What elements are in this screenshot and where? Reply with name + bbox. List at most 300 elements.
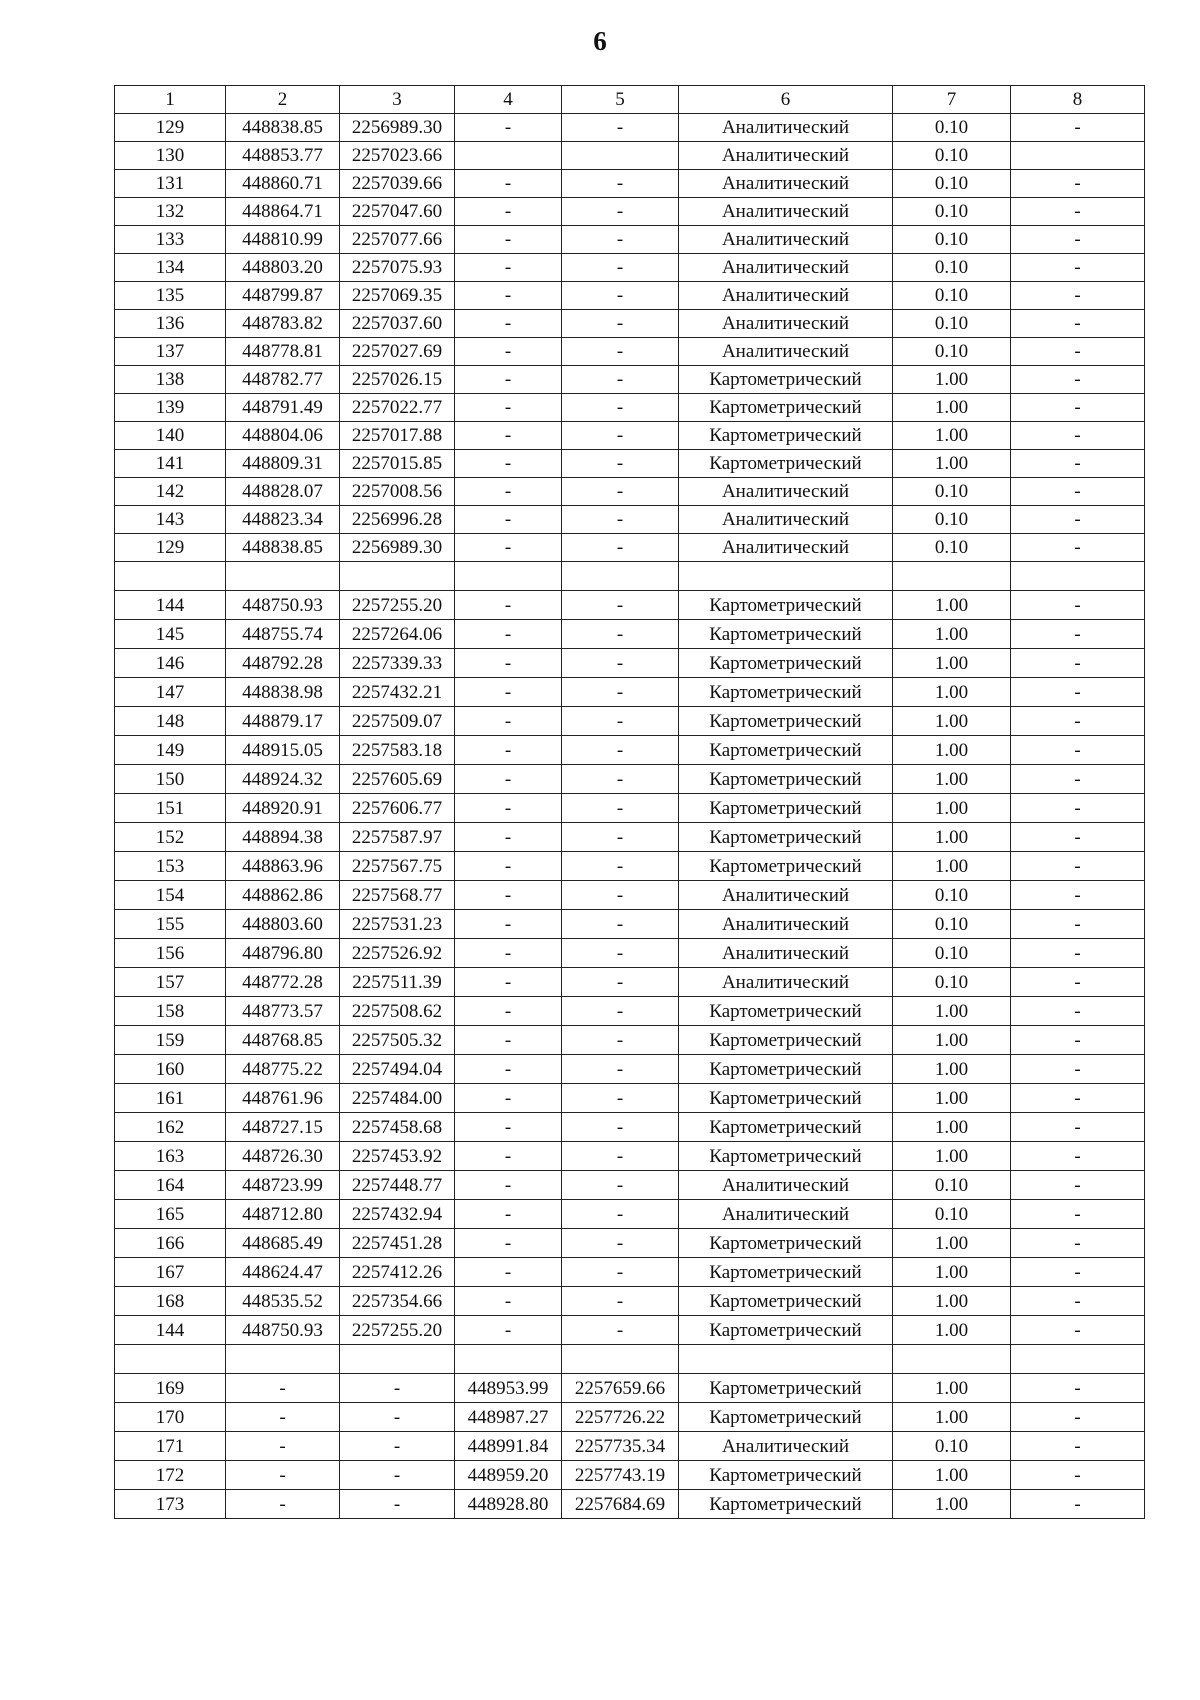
- table-cell: 2257583.18: [340, 736, 455, 765]
- table-cell: Картометрический: [679, 1055, 893, 1084]
- table-cell: -: [455, 939, 562, 968]
- table-cell: 154: [115, 881, 226, 910]
- table-cell: 158: [115, 997, 226, 1026]
- table-cell: 0.10: [893, 282, 1011, 310]
- table-cell: -: [562, 198, 679, 226]
- table-cell: 2257075.93: [340, 254, 455, 282]
- table-cell: 448953.99: [455, 1374, 562, 1403]
- table-cell: -: [455, 254, 562, 282]
- table-cell: -: [562, 170, 679, 198]
- table-cell: -: [562, 254, 679, 282]
- table-cell: Аналитический: [679, 198, 893, 226]
- table-cell: -: [1011, 114, 1145, 142]
- table-cell: 2257508.62: [340, 997, 455, 1026]
- table-cell: Картометрический: [679, 450, 893, 478]
- table-cell: 144: [115, 1316, 226, 1345]
- table-cell: -: [226, 1374, 340, 1403]
- table-cell: 448987.27: [455, 1403, 562, 1432]
- table-cell: 2257659.66: [562, 1374, 679, 1403]
- table-cell: -: [562, 450, 679, 478]
- table-cell: -: [1011, 1403, 1145, 1432]
- table-cell: -: [562, 1229, 679, 1258]
- table-cell: 161: [115, 1084, 226, 1113]
- table-cell: 150: [115, 765, 226, 794]
- table-cell: 1.00: [893, 1258, 1011, 1287]
- table-cell: 172: [115, 1461, 226, 1490]
- table-cell: -: [562, 422, 679, 450]
- table-cell: Картометрический: [679, 620, 893, 649]
- table-cell: 159: [115, 1026, 226, 1055]
- table-cell: 151: [115, 794, 226, 823]
- table-cell: 2257077.66: [340, 226, 455, 254]
- table-cell: -: [340, 1461, 455, 1490]
- table-cell: 148: [115, 707, 226, 736]
- table-cell: -: [455, 678, 562, 707]
- table-cell: Аналитический: [679, 254, 893, 282]
- table-cell: -: [1011, 765, 1145, 794]
- table-row: [115, 1461, 1145, 1490]
- table-cell: -: [1011, 366, 1145, 394]
- table-cell: Картометрический: [679, 997, 893, 1026]
- table-cell: 2257735.34: [562, 1432, 679, 1461]
- table-cell: 448726.30: [226, 1142, 340, 1171]
- table-row: [115, 170, 1145, 198]
- table-cell: 138: [115, 366, 226, 394]
- table-cell: -: [562, 534, 679, 562]
- table-cell: -: [1011, 997, 1145, 1026]
- table-cell: 448915.05: [226, 736, 340, 765]
- column-header: 8: [1011, 86, 1145, 114]
- table-cell: Картометрический: [679, 1403, 893, 1432]
- table-row: [115, 1316, 1145, 1345]
- table-cell: -: [562, 997, 679, 1026]
- column-header: 3: [340, 86, 455, 114]
- table-cell: 156: [115, 939, 226, 968]
- table-cell: 1.00: [893, 620, 1011, 649]
- table-cell: [1011, 1345, 1145, 1374]
- table-row: [115, 620, 1145, 649]
- table-cell: -: [455, 794, 562, 823]
- table-cell: -: [1011, 198, 1145, 226]
- table-cell: 1.00: [893, 366, 1011, 394]
- table-cell: Аналитический: [679, 910, 893, 939]
- table-cell: 160: [115, 1055, 226, 1084]
- table-cell: -: [1011, 1316, 1145, 1345]
- table-row: [115, 450, 1145, 478]
- table-cell: Аналитический: [679, 338, 893, 366]
- table-cell: 170: [115, 1403, 226, 1432]
- table-cell: 1.00: [893, 591, 1011, 620]
- table-row: [115, 939, 1145, 968]
- table-cell: 2257453.92: [340, 1142, 455, 1171]
- table-cell: Аналитический: [679, 1432, 893, 1461]
- table-cell: -: [1011, 881, 1145, 910]
- table-cell: 2257255.20: [340, 591, 455, 620]
- table-spacer-row: [115, 1345, 1145, 1374]
- table-cell: [340, 1345, 455, 1374]
- table-cell: 129: [115, 534, 226, 562]
- table-row: [115, 910, 1145, 939]
- table-cell: 2257023.66: [340, 142, 455, 170]
- table-cell: Картометрический: [679, 1316, 893, 1345]
- table-row: [115, 506, 1145, 534]
- table-cell: 1.00: [893, 649, 1011, 678]
- table-cell: 2257022.77: [340, 394, 455, 422]
- table-cell: Картометрический: [679, 394, 893, 422]
- table-cell: 135: [115, 282, 226, 310]
- table-cell: -: [562, 1171, 679, 1200]
- table-cell: Картометрический: [679, 1490, 893, 1519]
- table-cell: Картометрический: [679, 1229, 893, 1258]
- table-cell: 0.10: [893, 1171, 1011, 1200]
- table-cell: Аналитический: [679, 881, 893, 910]
- table-cell: -: [455, 198, 562, 226]
- table-cell: Картометрический: [679, 591, 893, 620]
- table-cell: -: [1011, 1200, 1145, 1229]
- table-cell: 2257484.00: [340, 1084, 455, 1113]
- table-cell: -: [1011, 1113, 1145, 1142]
- table-cell: -: [455, 736, 562, 765]
- table-cell: 1.00: [893, 765, 1011, 794]
- table-cell: 162: [115, 1113, 226, 1142]
- table-cell: 448809.31: [226, 450, 340, 478]
- table-cell: 448773.57: [226, 997, 340, 1026]
- table-cell: 448791.49: [226, 394, 340, 422]
- table-cell: -: [1011, 534, 1145, 562]
- table-cell: 139: [115, 394, 226, 422]
- table-cell: 133: [115, 226, 226, 254]
- table-cell: 0.10: [893, 968, 1011, 997]
- table-cell: 163: [115, 1142, 226, 1171]
- table-cell: -: [562, 1316, 679, 1345]
- table-cell: -: [340, 1403, 455, 1432]
- table-cell: 448750.93: [226, 1316, 340, 1345]
- table-cell: Картометрический: [679, 1461, 893, 1490]
- table-cell: Картометрический: [679, 1026, 893, 1055]
- table-cell: 1.00: [893, 1374, 1011, 1403]
- table-cell: 1.00: [893, 1490, 1011, 1519]
- column-header: 4: [455, 86, 562, 114]
- table-cell: 130: [115, 142, 226, 170]
- table-row: [115, 649, 1145, 678]
- table-cell: 448712.80: [226, 1200, 340, 1229]
- table-cell: 0.10: [893, 939, 1011, 968]
- table-cell: 448803.20: [226, 254, 340, 282]
- table-cell: 2257008.56: [340, 478, 455, 506]
- table-row: [115, 366, 1145, 394]
- table-cell: -: [1011, 226, 1145, 254]
- table-cell: Картометрический: [679, 1084, 893, 1113]
- table-cell: -: [455, 910, 562, 939]
- table-row: [115, 282, 1145, 310]
- table-cell: -: [455, 1055, 562, 1084]
- table-row: [115, 1490, 1145, 1519]
- table-cell: 448991.84: [455, 1432, 562, 1461]
- table-cell: 140: [115, 422, 226, 450]
- table-cell: 149: [115, 736, 226, 765]
- table-cell: 2257509.07: [340, 707, 455, 736]
- table-cell: 141: [115, 450, 226, 478]
- table-cell: 448792.28: [226, 649, 340, 678]
- table-cell: 448761.96: [226, 1084, 340, 1113]
- column-header: 2: [226, 86, 340, 114]
- table-cell: 2256996.28: [340, 506, 455, 534]
- table-cell: [340, 562, 455, 591]
- table-cell: 448768.85: [226, 1026, 340, 1055]
- table-cell: -: [562, 1055, 679, 1084]
- table-cell: 1.00: [893, 1142, 1011, 1171]
- coordinates-table: [114, 85, 1145, 1519]
- table-cell: 448782.77: [226, 366, 340, 394]
- table-cell: -: [562, 506, 679, 534]
- table-row: [115, 226, 1145, 254]
- table-cell: -: [1011, 1055, 1145, 1084]
- table-cell: -: [562, 823, 679, 852]
- table-cell: Аналитический: [679, 226, 893, 254]
- table-cell: -: [1011, 1084, 1145, 1113]
- table-cell: -: [562, 1258, 679, 1287]
- table-cell: 2257432.94: [340, 1200, 455, 1229]
- table-cell: -: [562, 910, 679, 939]
- table-cell: [893, 1345, 1011, 1374]
- table-cell: Картометрический: [679, 823, 893, 852]
- table-cell: Картометрический: [679, 1142, 893, 1171]
- table-row: [115, 1258, 1145, 1287]
- table-cell: -: [455, 707, 562, 736]
- table-cell: -: [455, 968, 562, 997]
- table-cell: 448928.80: [455, 1490, 562, 1519]
- table-cell: -: [1011, 910, 1145, 939]
- table-row: [115, 1229, 1145, 1258]
- table-cell: 2257026.15: [340, 366, 455, 394]
- table-cell: -: [455, 852, 562, 881]
- table-cell: -: [1011, 649, 1145, 678]
- table-cell: 2257412.26: [340, 1258, 455, 1287]
- table-cell: -: [562, 310, 679, 338]
- table-cell: -: [1011, 591, 1145, 620]
- table-cell: 1.00: [893, 450, 1011, 478]
- table-cell: Аналитический: [679, 506, 893, 534]
- table-cell: -: [1011, 282, 1145, 310]
- table-cell: 1.00: [893, 1403, 1011, 1432]
- table-cell: -: [1011, 310, 1145, 338]
- table-header-row: [115, 86, 1145, 114]
- table-cell: -: [562, 1287, 679, 1316]
- table-cell: -: [455, 114, 562, 142]
- table-cell: Аналитический: [679, 939, 893, 968]
- table-row: [115, 142, 1145, 170]
- table-cell: 448775.22: [226, 1055, 340, 1084]
- table-cell: 152: [115, 823, 226, 852]
- table-cell: -: [562, 649, 679, 678]
- table-cell: [562, 1345, 679, 1374]
- table-cell: 0.10: [893, 534, 1011, 562]
- table-row: [115, 254, 1145, 282]
- table-cell: 131: [115, 170, 226, 198]
- table-cell: [562, 562, 679, 591]
- table-cell: 165: [115, 1200, 226, 1229]
- table-cell: 0.10: [893, 338, 1011, 366]
- table-cell: 0.10: [893, 114, 1011, 142]
- table-cell: [1011, 142, 1145, 170]
- table-cell: 2257568.77: [340, 881, 455, 910]
- table-cell: 448772.28: [226, 968, 340, 997]
- table-cell: Картометрический: [679, 678, 893, 707]
- table-cell: 1.00: [893, 1461, 1011, 1490]
- table-cell: 448804.06: [226, 422, 340, 450]
- table-cell: 2257047.60: [340, 198, 455, 226]
- table-cell: -: [1011, 1026, 1145, 1055]
- table-cell: -: [562, 678, 679, 707]
- table-cell: Картометрический: [679, 1287, 893, 1316]
- table-cell: Картометрический: [679, 366, 893, 394]
- column-header: 5: [562, 86, 679, 114]
- table-cell: -: [562, 1084, 679, 1113]
- table-cell: 448864.71: [226, 198, 340, 226]
- table-cell: -: [1011, 254, 1145, 282]
- table-cell: 2257039.66: [340, 170, 455, 198]
- table-cell: 2257726.22: [562, 1403, 679, 1432]
- table-cell: [226, 562, 340, 591]
- table-cell: -: [562, 852, 679, 881]
- table-cell: Аналитический: [679, 968, 893, 997]
- table-cell: 129: [115, 114, 226, 142]
- table-cell: 169: [115, 1374, 226, 1403]
- table-cell: 2257264.06: [340, 620, 455, 649]
- table-cell: 1.00: [893, 823, 1011, 852]
- table-cell: 1.00: [893, 1316, 1011, 1345]
- table-row: [115, 823, 1145, 852]
- table-cell: -: [562, 478, 679, 506]
- table-spacer-row: [115, 562, 1145, 591]
- table-cell: 2257511.39: [340, 968, 455, 997]
- table-cell: -: [1011, 1229, 1145, 1258]
- table-cell: 1.00: [893, 1026, 1011, 1055]
- table-cell: Картометрический: [679, 736, 893, 765]
- table-cell: -: [455, 422, 562, 450]
- table-cell: 448723.99: [226, 1171, 340, 1200]
- table-cell: 2257526.92: [340, 939, 455, 968]
- table-cell: -: [562, 939, 679, 968]
- table-cell: -: [1011, 939, 1145, 968]
- table-cell: 132: [115, 198, 226, 226]
- table-cell: -: [1011, 968, 1145, 997]
- table-cell: 145: [115, 620, 226, 649]
- table-cell: 1.00: [893, 852, 1011, 881]
- table-cell: -: [340, 1432, 455, 1461]
- table-cell: -: [1011, 1490, 1145, 1519]
- table-cell: Картометрический: [679, 765, 893, 794]
- table-row: [115, 1055, 1145, 1084]
- table-cell: -: [455, 226, 562, 254]
- table-cell: 448894.38: [226, 823, 340, 852]
- table-cell: 2257255.20: [340, 1316, 455, 1345]
- table-cell: -: [1011, 823, 1145, 852]
- table-row: [115, 1084, 1145, 1113]
- table-cell: 2257015.85: [340, 450, 455, 478]
- table-cell: 2257684.69: [562, 1490, 679, 1519]
- table-cell: 137: [115, 338, 226, 366]
- table-cell: -: [1011, 338, 1145, 366]
- table-cell: 2257505.32: [340, 1026, 455, 1055]
- table-cell: -: [455, 310, 562, 338]
- table-cell: -: [455, 881, 562, 910]
- table-cell: -: [562, 881, 679, 910]
- table-cell: -: [1011, 1432, 1145, 1461]
- table-cell: -: [1011, 394, 1145, 422]
- table-cell: 2257027.69: [340, 338, 455, 366]
- table-cell: Аналитический: [679, 170, 893, 198]
- table-cell: Картометрический: [679, 649, 893, 678]
- table-cell: 448796.80: [226, 939, 340, 968]
- table-cell: Картометрический: [679, 707, 893, 736]
- table-cell: -: [1011, 736, 1145, 765]
- table-cell: -: [562, 1026, 679, 1055]
- table-cell: -: [562, 394, 679, 422]
- table-cell: -: [455, 338, 562, 366]
- table-cell: [679, 1345, 893, 1374]
- table-cell: Аналитический: [679, 1171, 893, 1200]
- table-cell: 448783.82: [226, 310, 340, 338]
- table-cell: 1.00: [893, 1113, 1011, 1142]
- table-cell: -: [1011, 170, 1145, 198]
- table-cell: -: [226, 1461, 340, 1490]
- table-row: [115, 678, 1145, 707]
- table-row: [115, 1026, 1145, 1055]
- table-cell: -: [340, 1374, 455, 1403]
- table-cell: 0.10: [893, 170, 1011, 198]
- table-row: [115, 1287, 1145, 1316]
- table-cell: 166: [115, 1229, 226, 1258]
- table-cell: 0.10: [893, 881, 1011, 910]
- table-cell: 448799.87: [226, 282, 340, 310]
- table-cell: 147: [115, 678, 226, 707]
- table-cell: Картометрический: [679, 1113, 893, 1142]
- table-row: [115, 1432, 1145, 1461]
- table-cell: 448828.07: [226, 478, 340, 506]
- table-cell: -: [455, 649, 562, 678]
- table-row: [115, 422, 1145, 450]
- table-cell: 168: [115, 1287, 226, 1316]
- table-cell: 2257037.60: [340, 310, 455, 338]
- table-cell: 0.10: [893, 910, 1011, 939]
- table-cell: 167: [115, 1258, 226, 1287]
- table-cell: 448838.98: [226, 678, 340, 707]
- table-cell: 142: [115, 478, 226, 506]
- table-row: [115, 997, 1145, 1026]
- table-cell: Аналитический: [679, 310, 893, 338]
- table-cell: -: [562, 591, 679, 620]
- table-cell: 2257606.77: [340, 794, 455, 823]
- table-cell: -: [455, 1316, 562, 1345]
- table-cell: 2257743.19: [562, 1461, 679, 1490]
- table-cell: [455, 1345, 562, 1374]
- table-cell: -: [455, 450, 562, 478]
- table-cell: -: [455, 366, 562, 394]
- table-cell: -: [226, 1490, 340, 1519]
- table-cell: -: [455, 997, 562, 1026]
- table-cell: 2257069.35: [340, 282, 455, 310]
- table-cell: -: [226, 1432, 340, 1461]
- table-cell: 2257494.04: [340, 1055, 455, 1084]
- table-cell: -: [1011, 506, 1145, 534]
- table-row: [115, 1171, 1145, 1200]
- table-cell: -: [562, 366, 679, 394]
- table-cell: -: [562, 765, 679, 794]
- table-cell: 448863.96: [226, 852, 340, 881]
- table-cell: 143: [115, 506, 226, 534]
- table-cell: 448838.85: [226, 534, 340, 562]
